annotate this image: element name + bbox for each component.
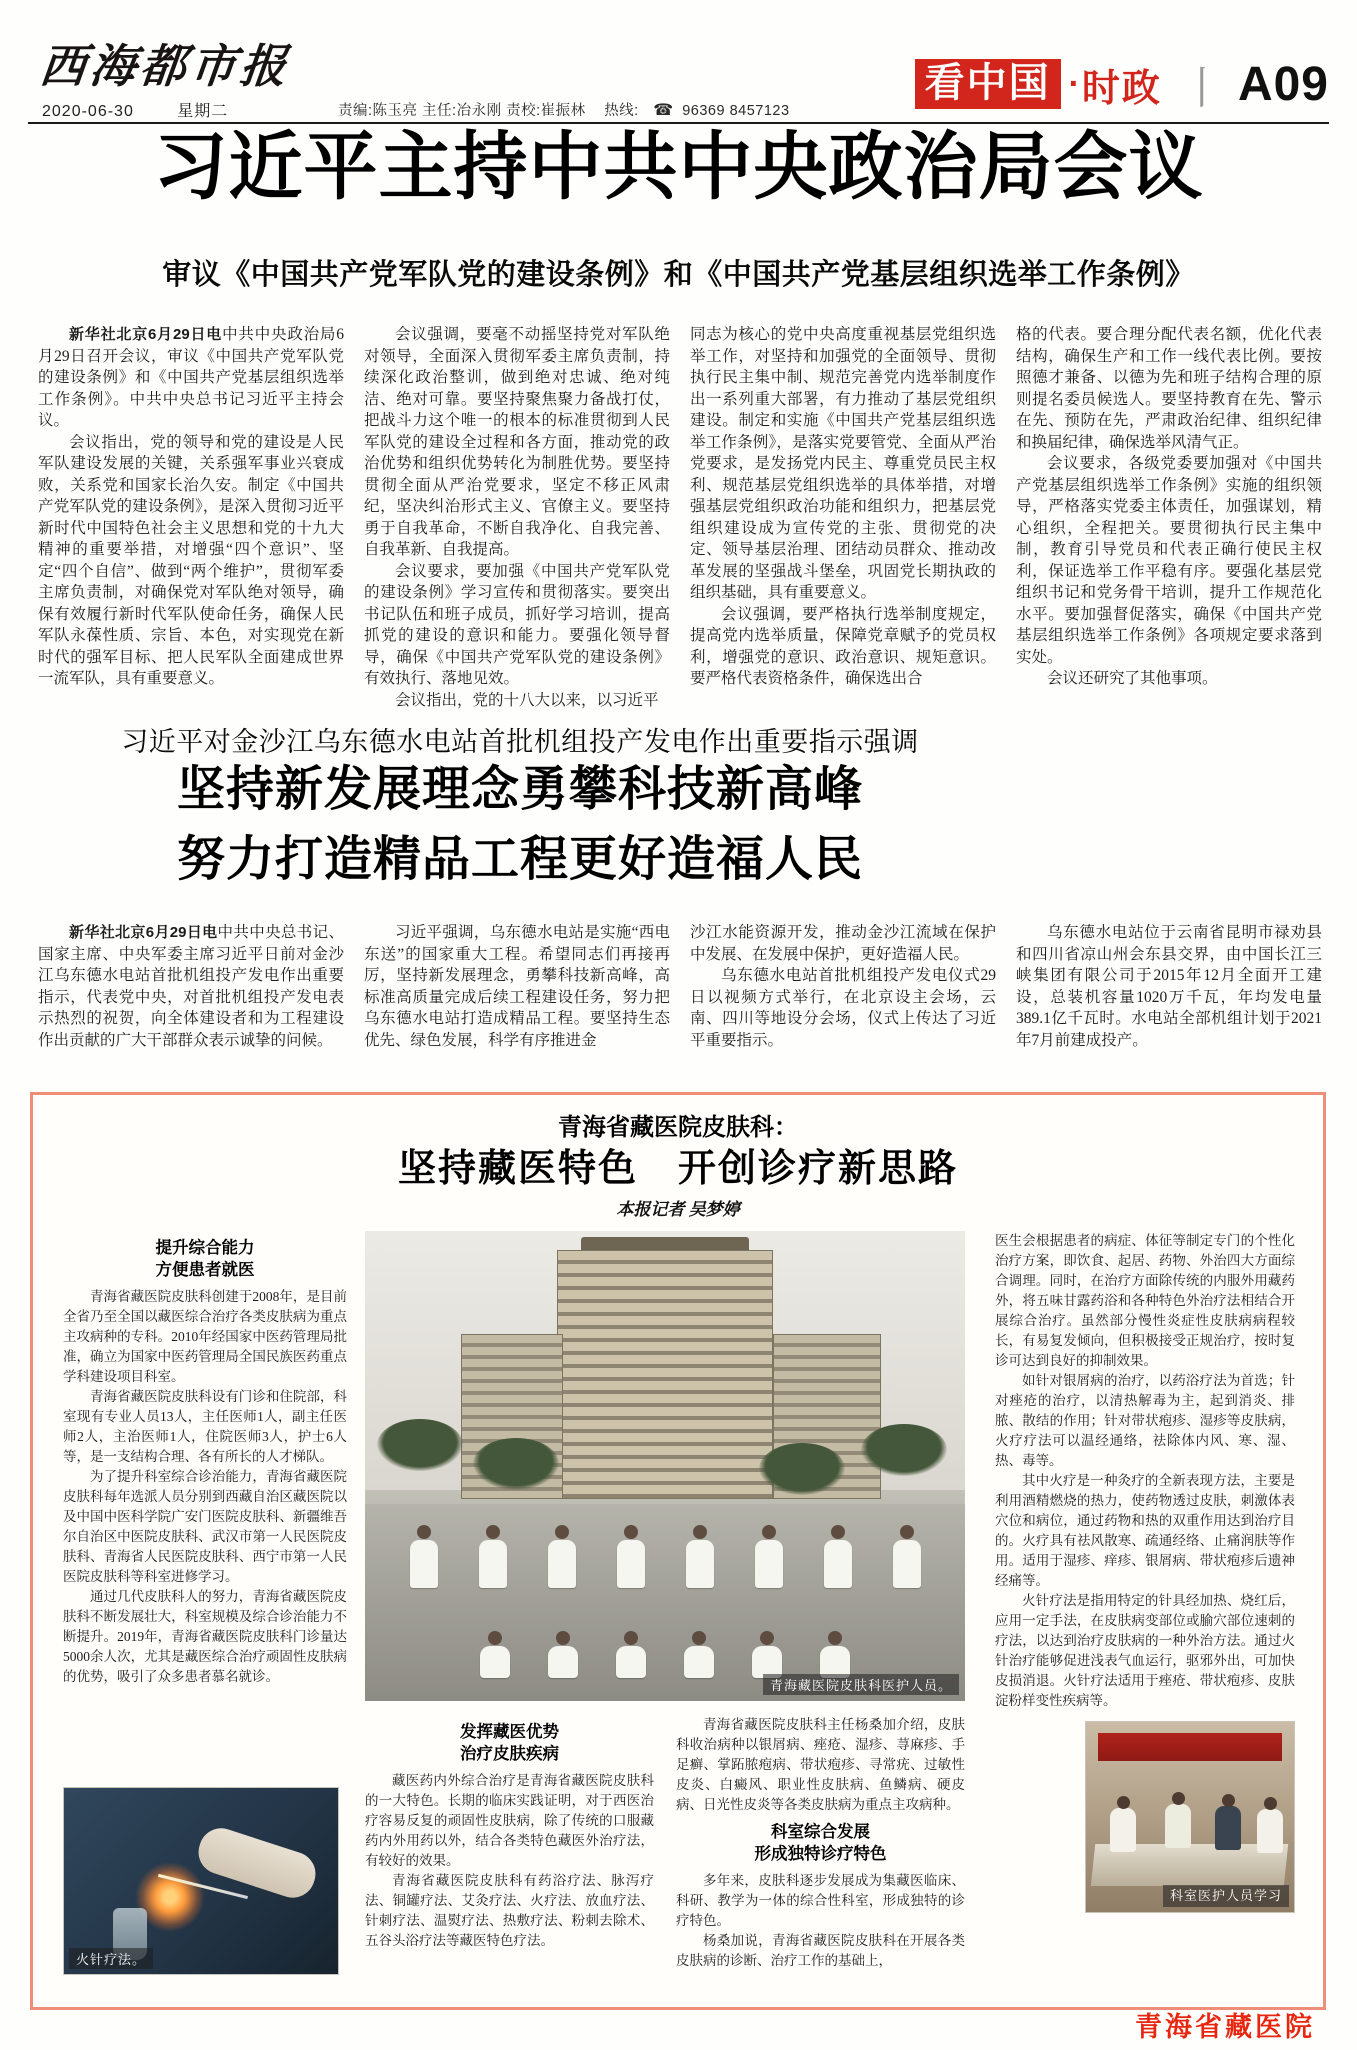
paragraph: 通过几代皮肤科人的努力，青海省藏医院皮肤科不断发展壮大，科室规模及综合诊治能力不断提升。2019年，青海省藏医院皮肤科门诊量达5000余人次，尤其是藏医综合治疗顽固性皮肤病的优势，吸引了众多患者慕名就诊。 [63,1589,347,1684]
paragraph: 火针疗法是指用特定的针具经加热、烧红后，应用一定手法，在皮肤病变部位或腧穴部位速刺的疗法，以达到治疗皮肤病的一种外治方法。通过火针治疗能够促进浅表气血运行，驱邪外出，可加快皮损消退。火针疗法适用于痤疮、带状疱疹、皮肤淀粉样变性疾病等。 [995,1593,1295,1708]
staff-figure [616,1631,646,1678]
staff-figure [755,1525,783,1588]
paragraph: 杨桑加说，青海省藏医院皮肤科在开展各类皮肤病的诊断、治疗工作的基础上， [676,1933,965,1968]
section-tag [915,52,1329,116]
date-text: 2020-06-30 [42,103,134,120]
article1-column-1 [38,324,344,711]
paragraph: 沙江水能资源开发，推动金沙江流域在保护中发展、在发展中保护，更好造福人民。 [690,924,996,963]
article2-kicker: 习近平对金沙江乌东德水电站首批机组投产发电作出重要指示强调 [121,727,919,757]
article3-column-b [365,1715,654,1971]
article1-subheadline: 审议《中国共产党军队党的建设条例》和《中国共产党基层组织选举工作条例》 [162,259,1195,291]
article2-column-4 [1016,922,1322,1051]
staff-row-back [389,1525,941,1588]
article3-content [63,1231,1293,1989]
paragraph: 会议还研究了其他事项。 [1047,670,1218,687]
paragraph: 多年来，皮肤科逐步发展成为集藏医临床、科研、教学为一体的综合性科室，形成独特的诊疗特色。 [676,1873,965,1928]
hand-shape [193,1822,321,1903]
staff-figure [617,1525,645,1588]
editors-text: 责编:陈玉亮 主任:冶永刚 责校:崔振林 [338,103,586,119]
article1-headline: 习近平主持中共中央政治局会议 [153,125,1204,208]
section-dot: · [1068,64,1080,103]
article3-byline: 本报记者 吴梦婷 [616,1200,740,1219]
staff-figure [548,1525,576,1588]
tree-shape [759,1443,845,1495]
staff-figure [893,1525,921,1588]
staff-figure [1215,1806,1241,1850]
staff-figure [548,1631,578,1678]
paragraph: 会议指出，党的十八大以来，以习近平 [395,691,659,709]
tree-shape [861,1424,947,1476]
article3-center-block [365,1231,965,1971]
staff-figure [684,1631,714,1678]
hospital-watermark: 青海省藏医院 [1135,2012,1315,2042]
section-name-main: 看中国 [915,59,1061,109]
red-banner-shape [1098,1733,1283,1762]
article1-column-3 [690,324,996,711]
article3-pretitle: 青海省藏医院皮肤科： [558,1114,798,1141]
group-photo [365,1231,965,1701]
dateline: 新华社北京6月29日电 [69,326,223,343]
article3-column-a [63,1231,347,1687]
article1-column-2 [364,324,670,711]
paragraph: 青海省藏医院皮肤科创建于2008年，是目前全省乃至全国以藏医综合治疗各类皮肤病为重点主攻病种的专科。2010年经国家中医药管理局批准，确立为国家中医药管理局全国民族医药重点学科建设项目科室。 [63,1289,347,1384]
section-name-sub: 时政 [1081,67,1162,110]
paragraph: 乌东德水电站位于云南省昆明市禄劝县和四川省凉山州会东县交界，由中国长江三峡集团有限公司于2015年12月全面开工建设，总装机容量1020万千瓦，年均发电量389.1亿千瓦时。水电站全部机组计划于2021年7月前建成投产。 [1016,924,1322,1049]
building-shape [557,1250,773,1499]
staff-figure [1110,1808,1136,1852]
paragraph: 青海省藏医院皮肤科设有门诊和住院部，科室现有专业人员13人，主任医师1人，副主任医师2人，主治医师1人，住院医师3人，护士6人等，是一支结构合理、各有所长的人才梯队。 [63,1389,347,1464]
paragraph: 同志为核心的党中央高度重视基层党组织选举工作，对坚持和加强党的全面领导、贯彻执行民主集中制、规范完善党内选举制度作出一系列重大部署，有力推动了基层党组织建设。制定和实施《中国共产党基层组织选举工作条例》，是落实党要管党、全面从严治党要求，是发扬党内民主、尊重党员民主权利、规范基层党组织选举的具体举措，对增强基层党组织政治功能和组织力，把基层党组织建设成为宣传党的主张、贯彻党的决定、领导基层治理、团结动员群众、推动改革发展的坚强战斗堡垒，巩固党长期执政的组织基础，具有重要意义。 [690,326,996,601]
article3-column-c [676,1715,965,1971]
paragraph: 习近平强调，乌东德水电站是实施“西电东送”的国家重大工程。希望同志们再接再厉，坚持新发展理念，勇攀科技新高峰，高标准高质量完成后续工程建设任务，努力把乌东德水电站打造成精品工程。要坚持生态优先、绿色发展，科学有序推进金 [364,924,670,1049]
section-divider: 丨 [1179,64,1224,113]
staff-figure [820,1631,850,1678]
paragraph: 会议强调，要严格执行选举制度规定，提高党内选举质量，保障党章赋予的党员权利，增强党的意识、政治意识、规矩意识。要严格代表资格条件，确保选出合 [690,605,996,687]
staff-figure [480,1631,510,1678]
editors-row [338,99,790,120]
subhead: 发挥藏医优势 治疗皮肤疾病 [460,1723,559,1763]
tree-shape [377,1419,463,1471]
date-row [42,98,228,121]
paragraph: 会议强调，要毫不动摇坚持党对军队绝对领导，全面深入贯彻军委主席负责制，持续深化政治整训，做到绝对忠诚、绝对纯洁、绝对可靠。要坚持聚焦聚力备战打仗，把战斗力这个唯一的根本的标准贯彻到人民军队党的建设全过程和各方面，推动党的政治优势和组织优势转化为制胜优势。要坚持贯彻全面从严治党要求，坚定不移正风肃纪，坚决纠治形式主义、官僚主义。要坚持勇于自我革命，不断自我净化、自我完善、自我革新、自我提高。 [364,326,670,558]
paragraph: 其中火疗是一种灸疗的全新表现方法，主要是利用酒精燃烧的热力，使药物透过皮肤，刺激体表穴位和病位，通过药物和热的双重作用达到治疗目的。火疗具有祛风散寒、疏通经络、止痛润肤等作用。适用于湿疹、痒疹、银屑病、带状疱疹后遗神经痛等。 [995,1473,1295,1588]
tree-shape [473,1438,559,1490]
article3-headline: 坚持藏医特色 开创诊疗新思路 [397,1148,958,1190]
paragraph: 青海省藏医院皮肤科主任杨桑加介绍，皮肤科收治病种以银屑病、痤疮、湿疹、荨麻疹、手足癣、掌跖脓疱病、带状疱疹、寻常疣、过敏性皮炎、白癜风、职业性皮肤病、鱼鳞病、硬皮病、日光性皮炎等各类皮肤病为重点主攻病种。 [676,1717,965,1812]
paragraph: 会议要求，各级党委要加强对《中国共产党基层组织选举工作条例》实施的组织领导，严格落实党委主体责任，加强谋划，精心组织，全程把关。要贯彻执行民主集中制，教育引导党员和代表正确行使民主权利，保证选举工作平稳有序。要强化基层党组织书记和党务骨干培训，提升工作规范化水平。要加强督促落实，确保《中国共产党基层组织选举工作条例》各项规定要求落到实处。 [1016,455,1322,666]
photo-caption: 科室医护人员学习 [1163,1885,1289,1907]
article2-headline-line2: 努力打造精品工程更好造福人民 [176,833,863,886]
paragraph: 会议要求，要加强《中国共产党军队党的建设条例》学习宣传和贯彻落实。要突出书记队伍和班子成员，抓好学习培训，提高抓党的建设的意识和能力。要强化领导督导，确保《中国共产党军队党的建设条例》有效执行、落地见效。 [364,562,670,687]
paragraph: 格的代表。要合理分配代表名额，优化代表结构，确保生产和工作一线代表比例。要按照德才兼备、以德为先和班子结构合理的原则提名委员候选人。要坚持教育在先、警示在先、预防在先，严肃政治纪律、组织纪律和换届纪律，确保选举风清气正。 [1016,326,1322,451]
paragraph: 藏医药内外综合治疗是青海省藏医院皮肤科的一大特色。长期的临床实践证明，对于西医治疗容易反复的顽固性皮肤病，除了传统的口服藏药内外用药以外，结合各类特色藏医外治疗法，有较好的效果。 [365,1773,654,1868]
article2-column-2 [364,922,670,1051]
feature-box-dermatology [30,1092,1326,2010]
subhead: 提升综合能力 方便患者就医 [155,1239,255,1279]
dateline: 新华社北京6月29日电 [69,924,218,941]
paragraph: 会议指出，党的领导和党的建设是人民军队建设发展的关键，关系强军事业兴衰成败，关系党和国家长治久安。制定《中国共产党军队党的建设条例》，是深入贯彻习近平新时代中国特色社会主义思想和党的十九大精神的重要举措，对增强“四个意识”、坚定“四个自信”、做到“两个维护”，贯彻军委主席负责制，对确保党对军队绝对领导，确保有效履行新时代军队使命任务，确保人民军队永葆性质、宗旨、本色，对实现党在新时代的强军目标、把人民军队全面建成世界一流军队，具有重要意义。 [38,433,344,687]
paragraph: 乌东德水电站首批机组投产发电仪式29日以视频方式举行，在北京设主会场，云南、四川等地设分会场，仪式上传达了习近平重要指示。 [690,967,996,1049]
fire-needle-photo-wrap [63,1787,339,1975]
hotline-number: 96369 8457123 [682,103,790,119]
staff-figure [1165,1804,1191,1848]
study-photo-wrap [995,1721,1295,1913]
article2-headline-line1: 坚持新发展理念勇攀科技新高峰 [176,763,863,816]
page-number: A09 [1237,57,1329,111]
header-rule [28,122,1329,124]
paragraph: 如针对银屑病的治疗，以药浴疗法为首选；针对痤疮的治疗，以清热解毒为主，起到消炎、排脓、散结的作用；针对带状疱疹、湿疹等皮肤病，火疗疗法可以温经通络，祛除体内风、寒、湿、热、毒等。 [995,1373,1295,1468]
hotline-label: 热线: [604,103,639,119]
paragraph: 为了提升科室综合诊治能力，青海省藏医院皮肤科每年选派人员分别到西藏自治区藏医院以及中国中医科学院广安门医院皮肤科、新疆维吾尔自治区中医院皮肤科、武汉市第一人民医院皮肤科、青海省人民医院皮肤科、西宁市第一人民医院皮肤科等科室进修学习。 [63,1469,347,1584]
weekday-text: 星期二 [177,103,229,120]
staff-figure [479,1525,507,1588]
subhead: 科室综合发展 形成独特诊疗特色 [754,1823,887,1863]
article2-column-1 [38,922,344,1051]
newspaper-masthead: 西海都市报 [37,41,293,92]
paragraph: 新华社北京6月29日电中共中央政治局6月29日召开会议，审议《中国共产党军队党的建设条例》和《中国共产党基层组织选举工作条例》。中共中央总书记习近平主持会议。 [38,326,344,429]
fire-needle-photo [63,1787,339,1975]
study-photo [1085,1721,1295,1913]
photo-caption: 青海藏医院皮肤科医护人员。 [763,1674,959,1695]
paragraph: 青海省藏医院皮肤科有药浴疗法、脉泻疗法、铜罐疗法、艾灸疗法、火疗法、放血疗法、针刺疗法、温熨疗法、热敷疗法、粉刺去除术、五谷头浴疗法等藏医特色疗法。 [365,1873,654,1948]
article2-columns [38,922,1322,1051]
staff-figure [752,1631,782,1678]
article2-column-3 [690,922,996,1051]
staff-figure [1257,1809,1283,1853]
article1-column-4 [1016,324,1322,711]
paragraph: 新华社北京6月29日电中共中央总书记、国家主席、中央军委主席习近平日前对金沙江乌东德水电站首批机组投产发电作出重要指示，代表党中央，对首批机组投产发电表示热烈的祝贺，向全体建设者和为工程建设作出贡献的广大干部群众表示诚挚的问候。 [38,924,344,1049]
article1-columns [38,324,1322,711]
article3-column-d [995,1231,1295,1913]
paragraph: 医生会根据患者的病症、体征等制定专门的个性化治疗方案，即饮食、起居、药物、外治四大方面综合调理。同时，在治疗方面除传统的内服外用藏药外，将五味甘露药浴和各种特色外治疗法相结合开展综合治疗。虽然部分慢性炎症性皮肤病病程较长，有易复发倾向，但积极接受正规治疗，按时复诊可达到良好的抑制效果。 [995,1233,1295,1368]
staff-figure [410,1525,438,1588]
staff-figure [686,1525,714,1588]
photo-caption: 火针疗法。 [69,1948,153,1969]
staff-figure [824,1525,852,1588]
phone-icon: ☎ [653,102,674,119]
article3-center-columns [365,1715,965,1971]
staff-row-front [461,1631,869,1678]
